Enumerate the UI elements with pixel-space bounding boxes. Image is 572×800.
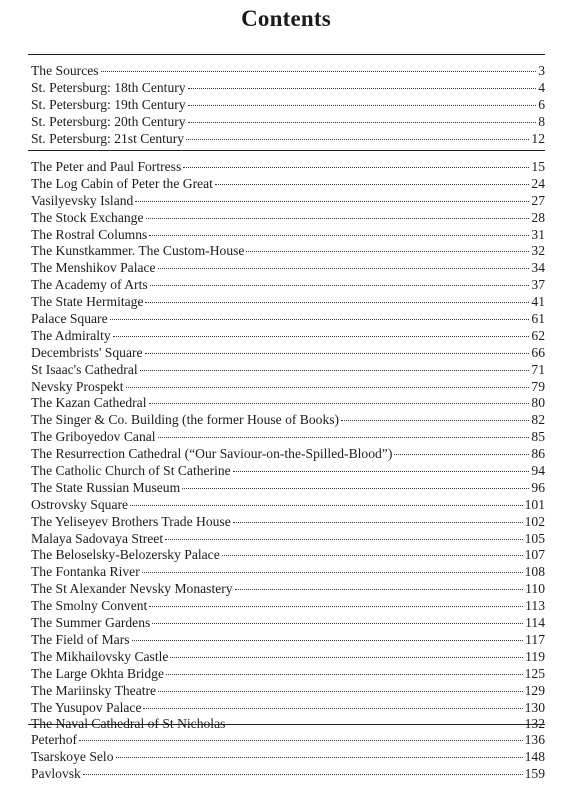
toc-entry-page-number: 86	[531, 446, 545, 462]
toc-entry[interactable]	[31, 683, 545, 700]
toc-entry[interactable]	[31, 732, 545, 749]
dot-leader	[101, 71, 537, 72]
toc-entry-title: The Sources	[31, 63, 99, 78]
dot-leader	[215, 184, 529, 185]
toc-entry[interactable]	[31, 531, 545, 548]
toc-entry-page-number: 80	[531, 395, 545, 411]
dot-leader	[233, 471, 530, 472]
toc-entry[interactable]	[31, 294, 545, 311]
toc-entry-title: St. Petersburg: 21st Century	[31, 130, 185, 146]
toc-entry-title: Palace Square	[31, 311, 108, 327]
dot-leader	[222, 555, 523, 556]
dot-leader	[166, 674, 523, 675]
toc-entry-page-number: 114	[525, 615, 545, 631]
dot-leader	[143, 708, 522, 709]
dot-leader	[158, 268, 530, 269]
toc-entry-page-number: 79	[531, 378, 545, 394]
toc-entry[interactable]	[31, 766, 545, 783]
toc-entry[interactable]	[31, 379, 545, 396]
toc-entry[interactable]	[31, 159, 545, 176]
toc-entry[interactable]	[31, 564, 545, 581]
toc-entry-page-number: 94	[531, 463, 545, 479]
toc-entry-page-number: 110	[525, 581, 545, 597]
toc-entry[interactable]	[31, 700, 545, 717]
dot-leader	[79, 740, 523, 741]
toc-entry[interactable]	[31, 131, 545, 148]
dot-leader	[145, 353, 530, 354]
toc-entry-title: The Large Okhta Bridge	[31, 665, 164, 681]
toc-entry-title: St Isaac's Cathedral	[31, 361, 138, 377]
toc-entry[interactable]	[31, 480, 545, 497]
toc-entry[interactable]	[31, 395, 545, 412]
toc-entry-title: St. Petersburg: 20th Century	[31, 113, 186, 129]
dot-leader	[246, 251, 529, 252]
toc-entry-page-number: 132	[524, 716, 545, 732]
toc-entry-title: St. Petersburg: 19th Century	[31, 96, 186, 112]
toc-entry[interactable]	[31, 514, 545, 531]
toc-entry[interactable]	[31, 429, 545, 446]
dot-leader	[183, 167, 529, 168]
dot-leader	[152, 623, 523, 624]
toc-entry[interactable]	[31, 649, 545, 666]
toc-entry-title: The Rostral Columns	[31, 226, 148, 242]
dot-leader	[188, 122, 537, 123]
toc-entry-page-number: 102	[524, 513, 545, 529]
toc-entry-page-number: 113	[525, 598, 545, 614]
dot-leader	[188, 105, 537, 106]
toc-entry-page-number: 108	[524, 564, 545, 580]
toc-entry-page-number: 148	[524, 748, 545, 764]
toc-section-history	[31, 63, 545, 147]
toc-entry[interactable]	[31, 243, 545, 260]
dot-leader	[110, 319, 530, 320]
toc-entry-page-number: 119	[525, 648, 545, 664]
toc-entry-title: Vasilyevsky Island	[31, 192, 134, 208]
dot-leader	[132, 640, 524, 641]
dot-leader	[158, 691, 523, 692]
dot-leader	[186, 139, 529, 140]
toc-entry-page-number: 12	[531, 130, 545, 146]
dot-leader	[142, 572, 523, 573]
toc-entry[interactable]	[31, 227, 545, 244]
toc-entry-page-number: 15	[531, 159, 545, 174]
dot-leader	[126, 387, 530, 388]
toc-entry-title: The Menshikov Palace	[31, 260, 156, 276]
toc-section-suburbs	[31, 732, 545, 783]
toc-entry[interactable]	[31, 80, 545, 97]
toc-entry-title: The Stock Exchange	[31, 209, 144, 225]
dot-leader	[149, 403, 530, 404]
toc-entry-page-number: 41	[531, 294, 545, 310]
divider	[28, 724, 545, 725]
dot-leader	[135, 201, 529, 202]
toc-entry-page-number: 62	[531, 327, 545, 343]
toc-entry[interactable]	[31, 176, 545, 193]
dot-leader	[158, 437, 530, 438]
toc-entry-title: The Resurrection Cathedral (“Our Saviour-on-the-Spilled-Blood”)	[31, 446, 393, 462]
toc-entry[interactable]	[31, 345, 545, 362]
toc-entry[interactable]	[31, 362, 545, 379]
toc-entry-title: St. Petersburg: 18th Century	[31, 79, 186, 95]
toc-entry[interactable]	[31, 412, 545, 429]
dot-leader	[116, 757, 523, 758]
toc-entry-title: Peterhof	[31, 732, 78, 747]
dot-leader	[149, 606, 523, 607]
toc-entry-title: Nevsky Prospekt	[31, 378, 124, 394]
toc-entry-title: The Smolny Convent	[31, 598, 148, 614]
dot-leader	[165, 539, 522, 540]
toc-entry[interactable]	[31, 749, 545, 766]
toc-entry-title: The Academy of Arts	[31, 277, 148, 293]
dot-leader	[145, 302, 529, 303]
toc-entry-page-number: 105	[524, 530, 545, 546]
toc-entry-title: The Fontanka River	[31, 564, 140, 580]
dot-leader	[149, 235, 529, 236]
toc-entry[interactable]	[31, 615, 545, 632]
toc-entry[interactable]	[31, 446, 545, 463]
toc-entry-page-number: 28	[531, 209, 545, 225]
toc-entry-title: The Yeliseyev Brothers Trade House	[31, 513, 231, 529]
toc-entry-page-number: 66	[531, 344, 545, 360]
toc-entry-page-number: 6	[538, 96, 545, 112]
toc-entry-title: The Field of Mars	[31, 631, 130, 647]
toc-entry[interactable]	[31, 311, 545, 328]
toc-entry-title: Malaya Sadovaya Street	[31, 530, 164, 546]
toc-entry[interactable]	[31, 210, 545, 227]
toc-entry-page-number: 159	[524, 765, 545, 781]
toc-entry-page-number: 130	[524, 699, 545, 715]
toc-entry[interactable]	[31, 114, 545, 131]
toc-section-sights	[31, 159, 545, 733]
dot-leader	[146, 218, 530, 219]
toc-entry-title: The Peter and Paul Fortress	[31, 159, 182, 174]
toc-entry-page-number: 8	[538, 113, 545, 129]
toc-entry[interactable]	[31, 97, 545, 114]
toc-entry[interactable]	[31, 666, 545, 683]
toc-entry-title: The Catholic Church of St Catherine	[31, 463, 231, 479]
toc-entry-page-number: 61	[531, 311, 545, 327]
toc-entry-page-number: 117	[525, 631, 545, 647]
dot-leader	[233, 522, 523, 523]
dot-leader	[182, 488, 529, 489]
toc-entry[interactable]	[31, 547, 545, 564]
dot-leader	[341, 420, 529, 421]
toc-entry-title: The St Alexander Nevsky Monastery	[31, 581, 233, 597]
toc-entry-page-number: 85	[531, 429, 545, 445]
toc-entry-page-number: 34	[531, 260, 545, 276]
toc-entry-title: The Naval Cathedral of St Nicholas	[31, 716, 226, 732]
toc-entry-page-number: 3	[538, 63, 545, 78]
toc-entry[interactable]	[31, 328, 545, 345]
toc-entry-title: The Summer Gardens	[31, 615, 151, 631]
toc-entry-title: The Kazan Cathedral	[31, 395, 147, 411]
toc-entry-page-number: 27	[531, 192, 545, 208]
toc-entry-page-number: 32	[531, 243, 545, 259]
divider	[28, 54, 545, 55]
dot-leader	[83, 774, 523, 775]
toc-entry-page-number: 82	[531, 412, 545, 428]
toc-entry-title: The Griboyedov Canal	[31, 429, 156, 445]
dot-leader	[140, 370, 530, 371]
toc-entry[interactable]	[31, 277, 545, 294]
toc-entry-title: The Log Cabin of Peter the Great	[31, 175, 213, 191]
toc-entry-page-number: 125	[524, 665, 545, 681]
toc-entry[interactable]	[31, 598, 545, 615]
toc-entry[interactable]	[31, 63, 545, 80]
toc-entry-title: The Kunstkammer. The Custom-House	[31, 243, 245, 259]
dot-leader	[130, 505, 523, 506]
toc-entry-title: The Beloselsky-Belozersky Palace	[31, 547, 220, 563]
toc-entry-title: Ostrovsky Square	[31, 496, 129, 512]
toc-entry[interactable]	[31, 260, 545, 277]
dot-leader	[235, 589, 524, 590]
dot-leader	[170, 657, 523, 658]
toc-entry[interactable]	[31, 193, 545, 210]
toc-entry-page-number: 96	[531, 479, 545, 495]
toc-entry[interactable]	[31, 463, 545, 480]
toc-entry-title: The State Russian Museum	[31, 479, 181, 495]
toc-entry-title: The Mariinsky Theatre	[31, 682, 157, 698]
toc-entry-title: The Yusupov Palace	[31, 699, 142, 715]
toc-entry-page-number: 37	[531, 277, 545, 293]
divider	[28, 150, 545, 151]
toc-entry-page-number: 71	[531, 361, 545, 377]
dot-leader	[188, 88, 537, 89]
toc-entry-page-number: 107	[524, 547, 545, 563]
toc-entry-page-number: 4	[538, 79, 545, 95]
toc-entry-title: Pavlovsk	[31, 765, 81, 781]
toc-entry-title: The State Hermitage	[31, 294, 144, 310]
toc-entry-page-number: 31	[531, 226, 545, 242]
toc-entry-title: The Admiralty	[31, 327, 111, 343]
dot-leader	[113, 336, 530, 337]
toc-entry-title: The Singer & Co. Building (the former House of Books)	[31, 412, 340, 428]
toc-entry[interactable]	[31, 581, 545, 598]
toc-entry[interactable]	[31, 632, 545, 649]
toc-entry[interactable]	[31, 497, 545, 514]
page-title: Contents	[241, 6, 331, 31]
toc-entry-page-number: 129	[524, 682, 545, 698]
toc-entry-page-number: 24	[531, 175, 545, 191]
toc-entry-page-number: 101	[524, 496, 545, 512]
dot-leader	[394, 454, 529, 455]
toc-entry-page-number: 136	[524, 732, 545, 747]
toc-entry-title: Decembrists' Square	[31, 344, 143, 360]
toc-entry-title: The Mikhailovsky Castle	[31, 648, 169, 664]
dot-leader	[150, 285, 530, 286]
toc-entry-title: Tsarskoye Selo	[31, 748, 114, 764]
